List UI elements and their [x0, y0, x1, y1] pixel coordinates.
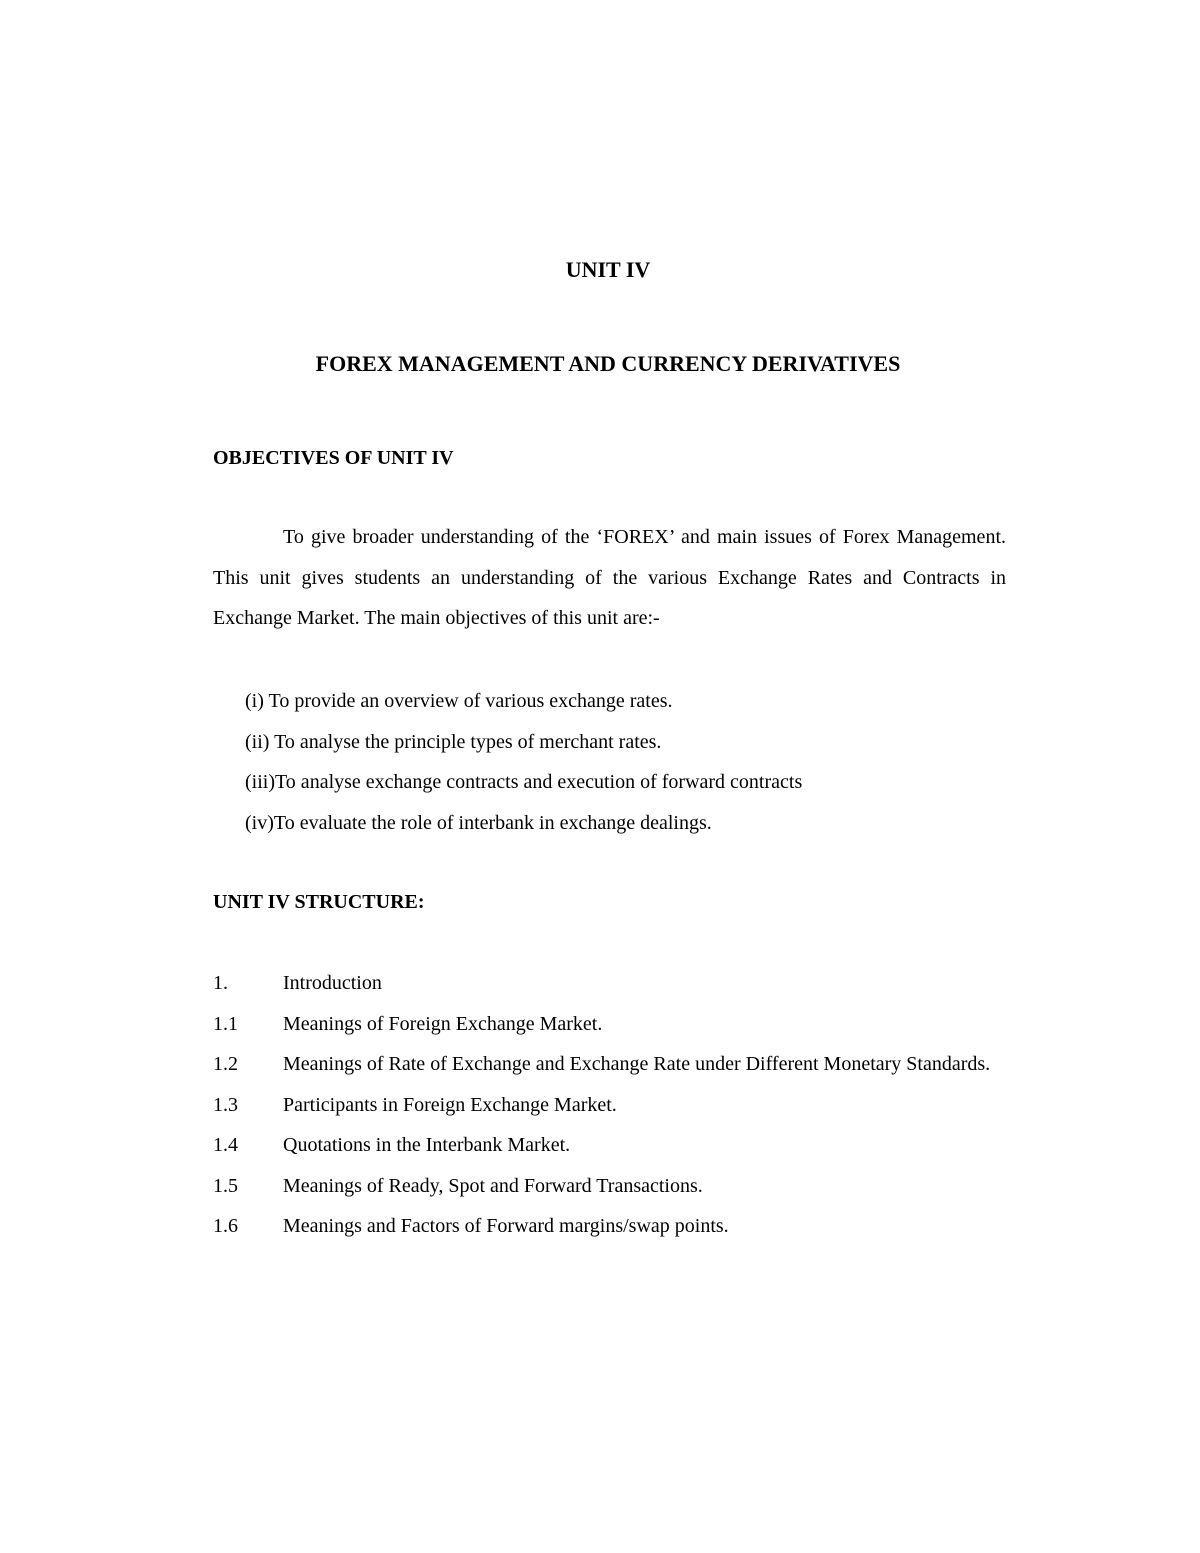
structure-item-text: Meanings of Rate of Exchange and Exchange Rate under Different Monetary Standards. — [283, 1053, 991, 1075]
objectives-intro-paragraph: To give broader understanding of the ‘FOREX’ and main issues of Forex Management. This unit gives students an understanding of the various Exchange Rates and Contracts in Exchange Market. The main objectives of this unit are:- — [213, 526, 1006, 629]
structure-item — [213, 1125, 1006, 1166]
document-title: FOREX MANAGEMENT AND CURRENCY DERIVATIVES — [315, 351, 901, 376]
objectives-list — [245, 681, 1005, 843]
structure-item-text: Meanings of Ready, Spot and Forward Transactions. — [283, 1174, 703, 1197]
objective-item: (iii)To analyse exchange contracts and execution of forward contracts — [245, 771, 803, 793]
structure-item-text: Quotations in the Interbank Market. — [283, 1134, 571, 1156]
structure-item-number: 1. — [213, 972, 228, 994]
objective-item: (i) To provide an overview of various exchange rates. — [245, 690, 673, 712]
structure-list — [213, 963, 1006, 1247]
structure-item-number: 1.4 — [213, 1134, 238, 1156]
structure-item — [213, 1004, 1006, 1045]
objective-item: (iv)To evaluate the role of interbank in exchange dealings. — [245, 811, 712, 834]
structure-item-number: 1.3 — [213, 1093, 238, 1116]
structure-item — [213, 1044, 1006, 1085]
structure-item-text: Participants in Foreign Exchange Market. — [283, 1093, 617, 1116]
objectives-heading: OBJECTIVES OF UNIT IV — [213, 447, 454, 469]
structure-item — [213, 1085, 1006, 1126]
structure-item-text: Meanings of Foreign Exchange Market. — [283, 1012, 603, 1035]
structure-item — [213, 1166, 1006, 1207]
structure-item-text: Meanings and Factors of Forward margins/swap points. — [283, 1215, 729, 1237]
structure-item-number: 1.5 — [213, 1174, 238, 1197]
objective-item: (ii) To analyse the principle types of merchant rates. — [245, 730, 662, 753]
structure-item-number: 1.1 — [213, 1012, 238, 1035]
structure-item — [213, 1206, 1006, 1247]
structure-item-number: 1.2 — [213, 1053, 238, 1075]
structure-item — [213, 963, 1006, 1004]
structure-item-text: Introduction — [283, 972, 382, 994]
unit-title: UNIT IV — [565, 257, 651, 282]
structure-item-number: 1.6 — [213, 1215, 238, 1237]
structure-heading: UNIT IV STRUCTURE: — [213, 891, 425, 913]
